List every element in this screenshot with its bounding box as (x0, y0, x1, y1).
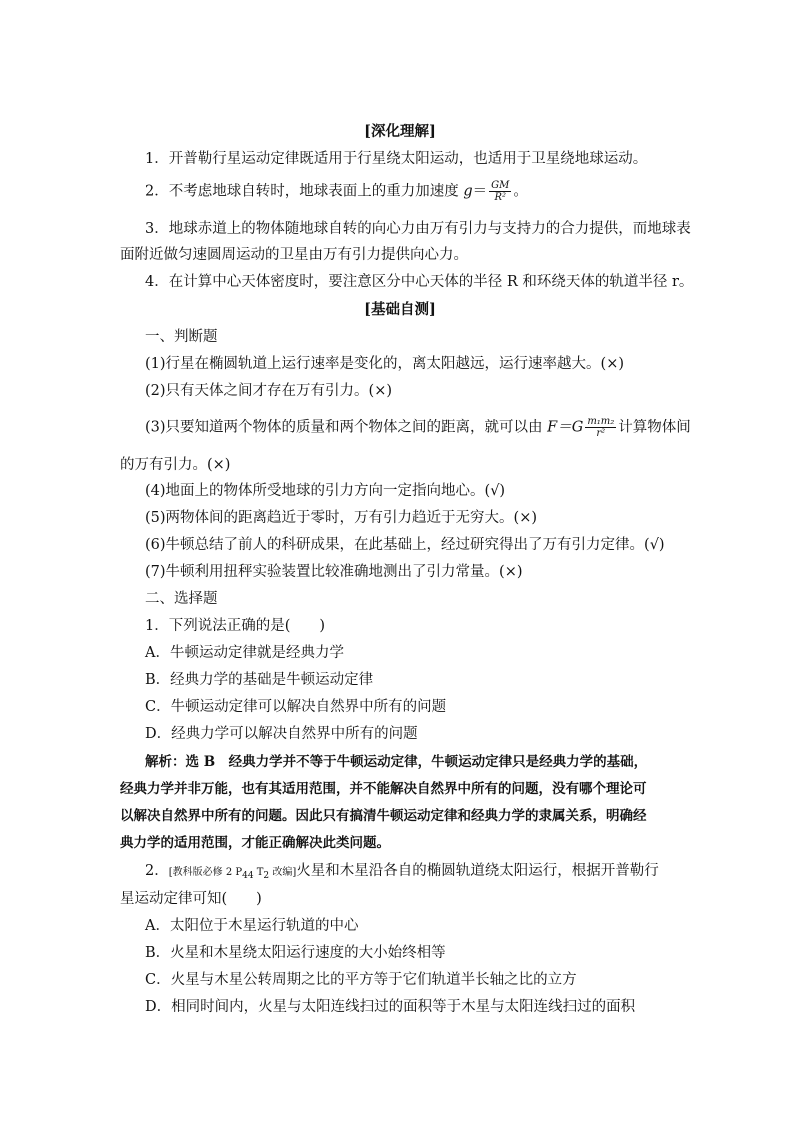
question-2-option-c: C．火星与木星公转周期之比的平方等于它们轨道半长轴之比的立方 (145, 972, 577, 988)
fraction-denominator: r² (596, 428, 606, 439)
question-2-option-b: B．火星和木星绕太阳运行速度的大小始终相等 (145, 945, 446, 961)
question-1-option-d: D．经典力学可以解决自然界中所有的问题 (145, 726, 418, 742)
judgment-1: (1)行星在椭圆轨道上运行速率是变化的，离太阳越远，运行速率越大。(×) (145, 356, 624, 372)
deep-point-4: 4．在计算中心天体密度时，要注意区分中心天体的半径 R 和环绕天体的轨道半径 r。 (145, 274, 694, 290)
explanation-text: 经典力学并不等于牛顿运动定律，牛顿运动定律只是经典力学的基础， (215, 754, 648, 770)
question-2-option-d: D．相同时间内，火星与太阳连线扫过的面积等于木星与太阳连线扫过的面积 (145, 999, 636, 1015)
deep-point-2-end: 。 (513, 183, 528, 200)
deep-point-2 (145, 180, 680, 203)
source-tag-page: 44 (242, 871, 254, 881)
explanation-label: 解析：选 B (145, 754, 216, 770)
deep-point-2-eq: ＝ (472, 183, 488, 200)
judgment-4: (4)地面上的物体所受地球的引力方向一定指向地心。(√) (145, 483, 506, 499)
judgment-3-line-1 (145, 416, 691, 439)
judgment-3-text: (3)只要知道两个物体的质量和两个物体之间的距离，就可以由 (145, 419, 548, 436)
question-1-option-b: B．经典力学的基础是牛顿运动定律 (145, 672, 374, 688)
fraction-denominator: R² (494, 192, 507, 203)
question-2-text: 火星和木星沿各自的椭圆轨道绕太阳运行，根据开普勒行 (296, 863, 659, 879)
explanation-line-4: 典力学的适用范围，才能正确解决此类问题。 (120, 835, 390, 851)
basic-self-test-heading: [基础自测] (364, 301, 436, 318)
source-tag-number: 2 (263, 871, 270, 881)
judgment-5: (5)两物体间的距离趋近于零时，万有引力趋近于无穷大。(×) (145, 510, 538, 526)
question-1-option-c: C．牛顿运动定律可以解决自然界中所有的问题 (145, 699, 447, 715)
deep-point-3-line-2: 面附近做匀速圆周运动的卫星由万有引力提供向心力。 (120, 247, 468, 263)
source-tag-end: 改编] (269, 867, 297, 878)
gravity-formula-lhs: F＝G (547, 419, 584, 436)
judgment-6: (6)牛顿总结了前人的科研成果，在此基础上，经过研究得出了万有引力定律。(√) (145, 537, 665, 553)
source-tag-text: [教科版必修 2 P (168, 867, 243, 878)
question-2-line-2: 星运动定律可知( ) (120, 891, 262, 907)
deep-point-2-g: g (463, 183, 473, 200)
gravity-formula-fraction (585, 416, 616, 439)
question-2-source-tag (168, 867, 297, 881)
question-1: 1．下列说法正确的是( ) (145, 618, 326, 634)
section-choice-title: 二、选择题 (145, 591, 218, 607)
question-2-option-a: A．太阳位于木星运行轨道的中心 (145, 918, 359, 934)
deep-point-3-line-1: 3．地球赤道上的物体随地球自转的向心力由万有引力与支持力的合力提供，而地球表 (145, 221, 691, 237)
deep-point-1: 1．开普勒行星运动定律既适用于行星绕太阳运动，也适用于卫星绕地球运动。 (145, 151, 648, 167)
deep-understanding-heading: [深化理解] (364, 123, 436, 140)
question-2-number: 2． (145, 863, 169, 879)
deep-point-2-text: 2．不考虑地球自转时，地球表面上的重力加速度 (145, 183, 464, 200)
explanation-line-1 (145, 752, 680, 772)
judgment-2: (2)只有天体之间才存在万有引力。(×) (145, 383, 393, 399)
fraction-numerator: m₁m₂ (587, 416, 615, 427)
section-judgment-title: 一、判断题 (145, 329, 218, 345)
explanation-line-3: 以解决自然界中所有的问题。因此只有搞清牛顿运动定律和经典力学的隶属关系，明确经 (120, 808, 647, 824)
question-1-option-a: A．牛顿运动定律就是经典力学 (145, 645, 344, 661)
source-tag-t: T (253, 867, 264, 878)
judgment-3-line-2: 的万有引力。(×) (120, 457, 231, 473)
gravity-fraction (489, 180, 511, 203)
judgment-7: (7)牛顿利用扭秤实验装置比较准确地测出了引力常量。(×) (145, 564, 523, 580)
fraction-numerator: GM (491, 180, 510, 191)
question-2-line-1 (145, 861, 680, 886)
judgment-3-text-end: 计算物体间 (618, 419, 691, 436)
explanation-line-2: 经典力学并非万能，也有其适用范围，并不能解决自然界中所有的问题，没有哪个理论可 (120, 781, 647, 797)
